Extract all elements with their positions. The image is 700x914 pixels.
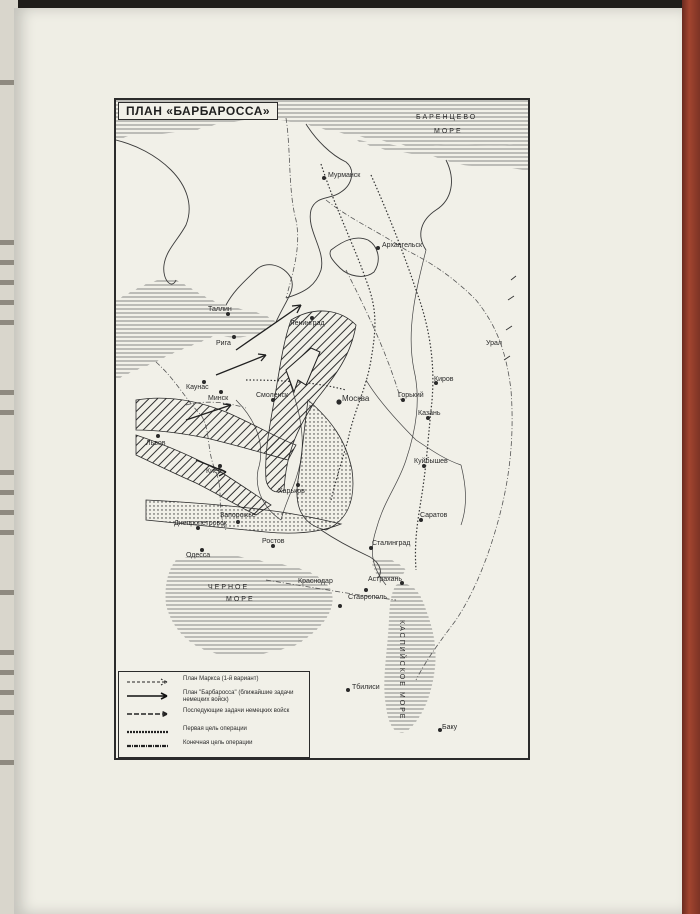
city-label: Краснодар (298, 578, 333, 585)
city-label: Горький (398, 392, 424, 399)
previous-page-text-fragment (0, 280, 14, 285)
legend-label: Последующие задачи немецких войск (183, 708, 290, 714)
city-label: Саратов (420, 512, 448, 519)
previous-page-text-fragment (0, 510, 14, 515)
previous-page-text-fragment (0, 240, 14, 245)
city-label: Мурманск (328, 172, 361, 179)
city-label: Киев (206, 468, 222, 475)
previous-page-text-fragment (0, 410, 14, 415)
sea-label: ЧЕРНОЕ (208, 584, 250, 591)
city-label: Ростов (262, 538, 285, 545)
region-label: Урал (486, 340, 503, 347)
previous-page-text-fragment (0, 80, 14, 85)
previous-page-text-fragment (0, 470, 14, 475)
previous-page-text-fragment (0, 710, 14, 715)
previous-page-text-fragment (0, 390, 14, 395)
previous-page-text-fragment (0, 690, 14, 695)
legend-item (125, 740, 307, 752)
city-label: Сталинград (372, 540, 411, 547)
legend-label: Конечная цель операции (183, 740, 253, 746)
hollow-arrow-icon (125, 678, 175, 686)
first-target-line-icon (125, 728, 175, 736)
legend-item (125, 690, 307, 702)
legend-label: План "Барбаросса" (ближайшие задачи немецких войск) (183, 690, 294, 703)
previous-page-text-fragment (0, 320, 14, 325)
map-title: ПЛАН «БАРБАРОССА» (118, 102, 278, 120)
previous-page-text-fragment (0, 260, 14, 265)
arrow-icon (125, 692, 175, 700)
legend-label: План Маркса (1-й вариант) (183, 676, 259, 682)
city-label: Архангельск (382, 242, 423, 249)
sea-label: МОРЕ (226, 596, 255, 603)
city-label: Львов (146, 440, 166, 447)
city-label: Таллин (208, 306, 232, 313)
city-label: Харьков (278, 488, 305, 495)
map-legend (118, 671, 310, 758)
city-label: Одесса (186, 552, 211, 559)
sea-label: МОРЕ (434, 128, 463, 135)
city-label: Рига (216, 340, 231, 347)
ural-marks (504, 276, 516, 360)
city-label: Баку (442, 724, 458, 731)
legend-item (125, 676, 307, 688)
previous-page-text-fragment (0, 530, 14, 535)
city-label: Астрахань (368, 576, 402, 583)
map-drawing (116, 100, 528, 758)
sea-label: БАРЕНЦЕВО (416, 114, 478, 121)
city-label: Москва (342, 394, 370, 403)
map-frame (114, 98, 530, 760)
sea-label: КАСПИЙСКОЕ МОРЕ (398, 620, 405, 721)
previous-page-text-fragment (0, 490, 14, 495)
city-label: Ставрополь (348, 594, 387, 601)
previous-page-text-fragment (0, 760, 14, 765)
city-label: Киров (434, 376, 454, 383)
legend-item (125, 726, 307, 738)
city-label: Тбилиси (352, 684, 380, 691)
previous-page-text-fragment (0, 670, 14, 675)
rivers (236, 250, 466, 585)
city-label: Днепропетровск (174, 520, 227, 527)
previous-page-text-fragment (0, 300, 14, 305)
previous-page-text-fragment (0, 650, 14, 655)
dashed-arrow-icon (125, 710, 175, 718)
book-cover-edge (682, 0, 700, 914)
previous-page-text-fragment (0, 590, 14, 595)
city-label: Куйбышев (414, 458, 448, 465)
city-label: Ленинград (290, 320, 325, 327)
city-label: Минск (208, 395, 229, 402)
city-label: Каунас (186, 384, 209, 391)
city-label: Казань (418, 410, 441, 417)
legend-label: Первая цель операции (183, 726, 247, 732)
final-target-line-icon (125, 742, 175, 750)
legend-item (125, 708, 307, 720)
city-label: Запорожье (220, 512, 256, 519)
city-label: Смоленск (256, 392, 289, 399)
